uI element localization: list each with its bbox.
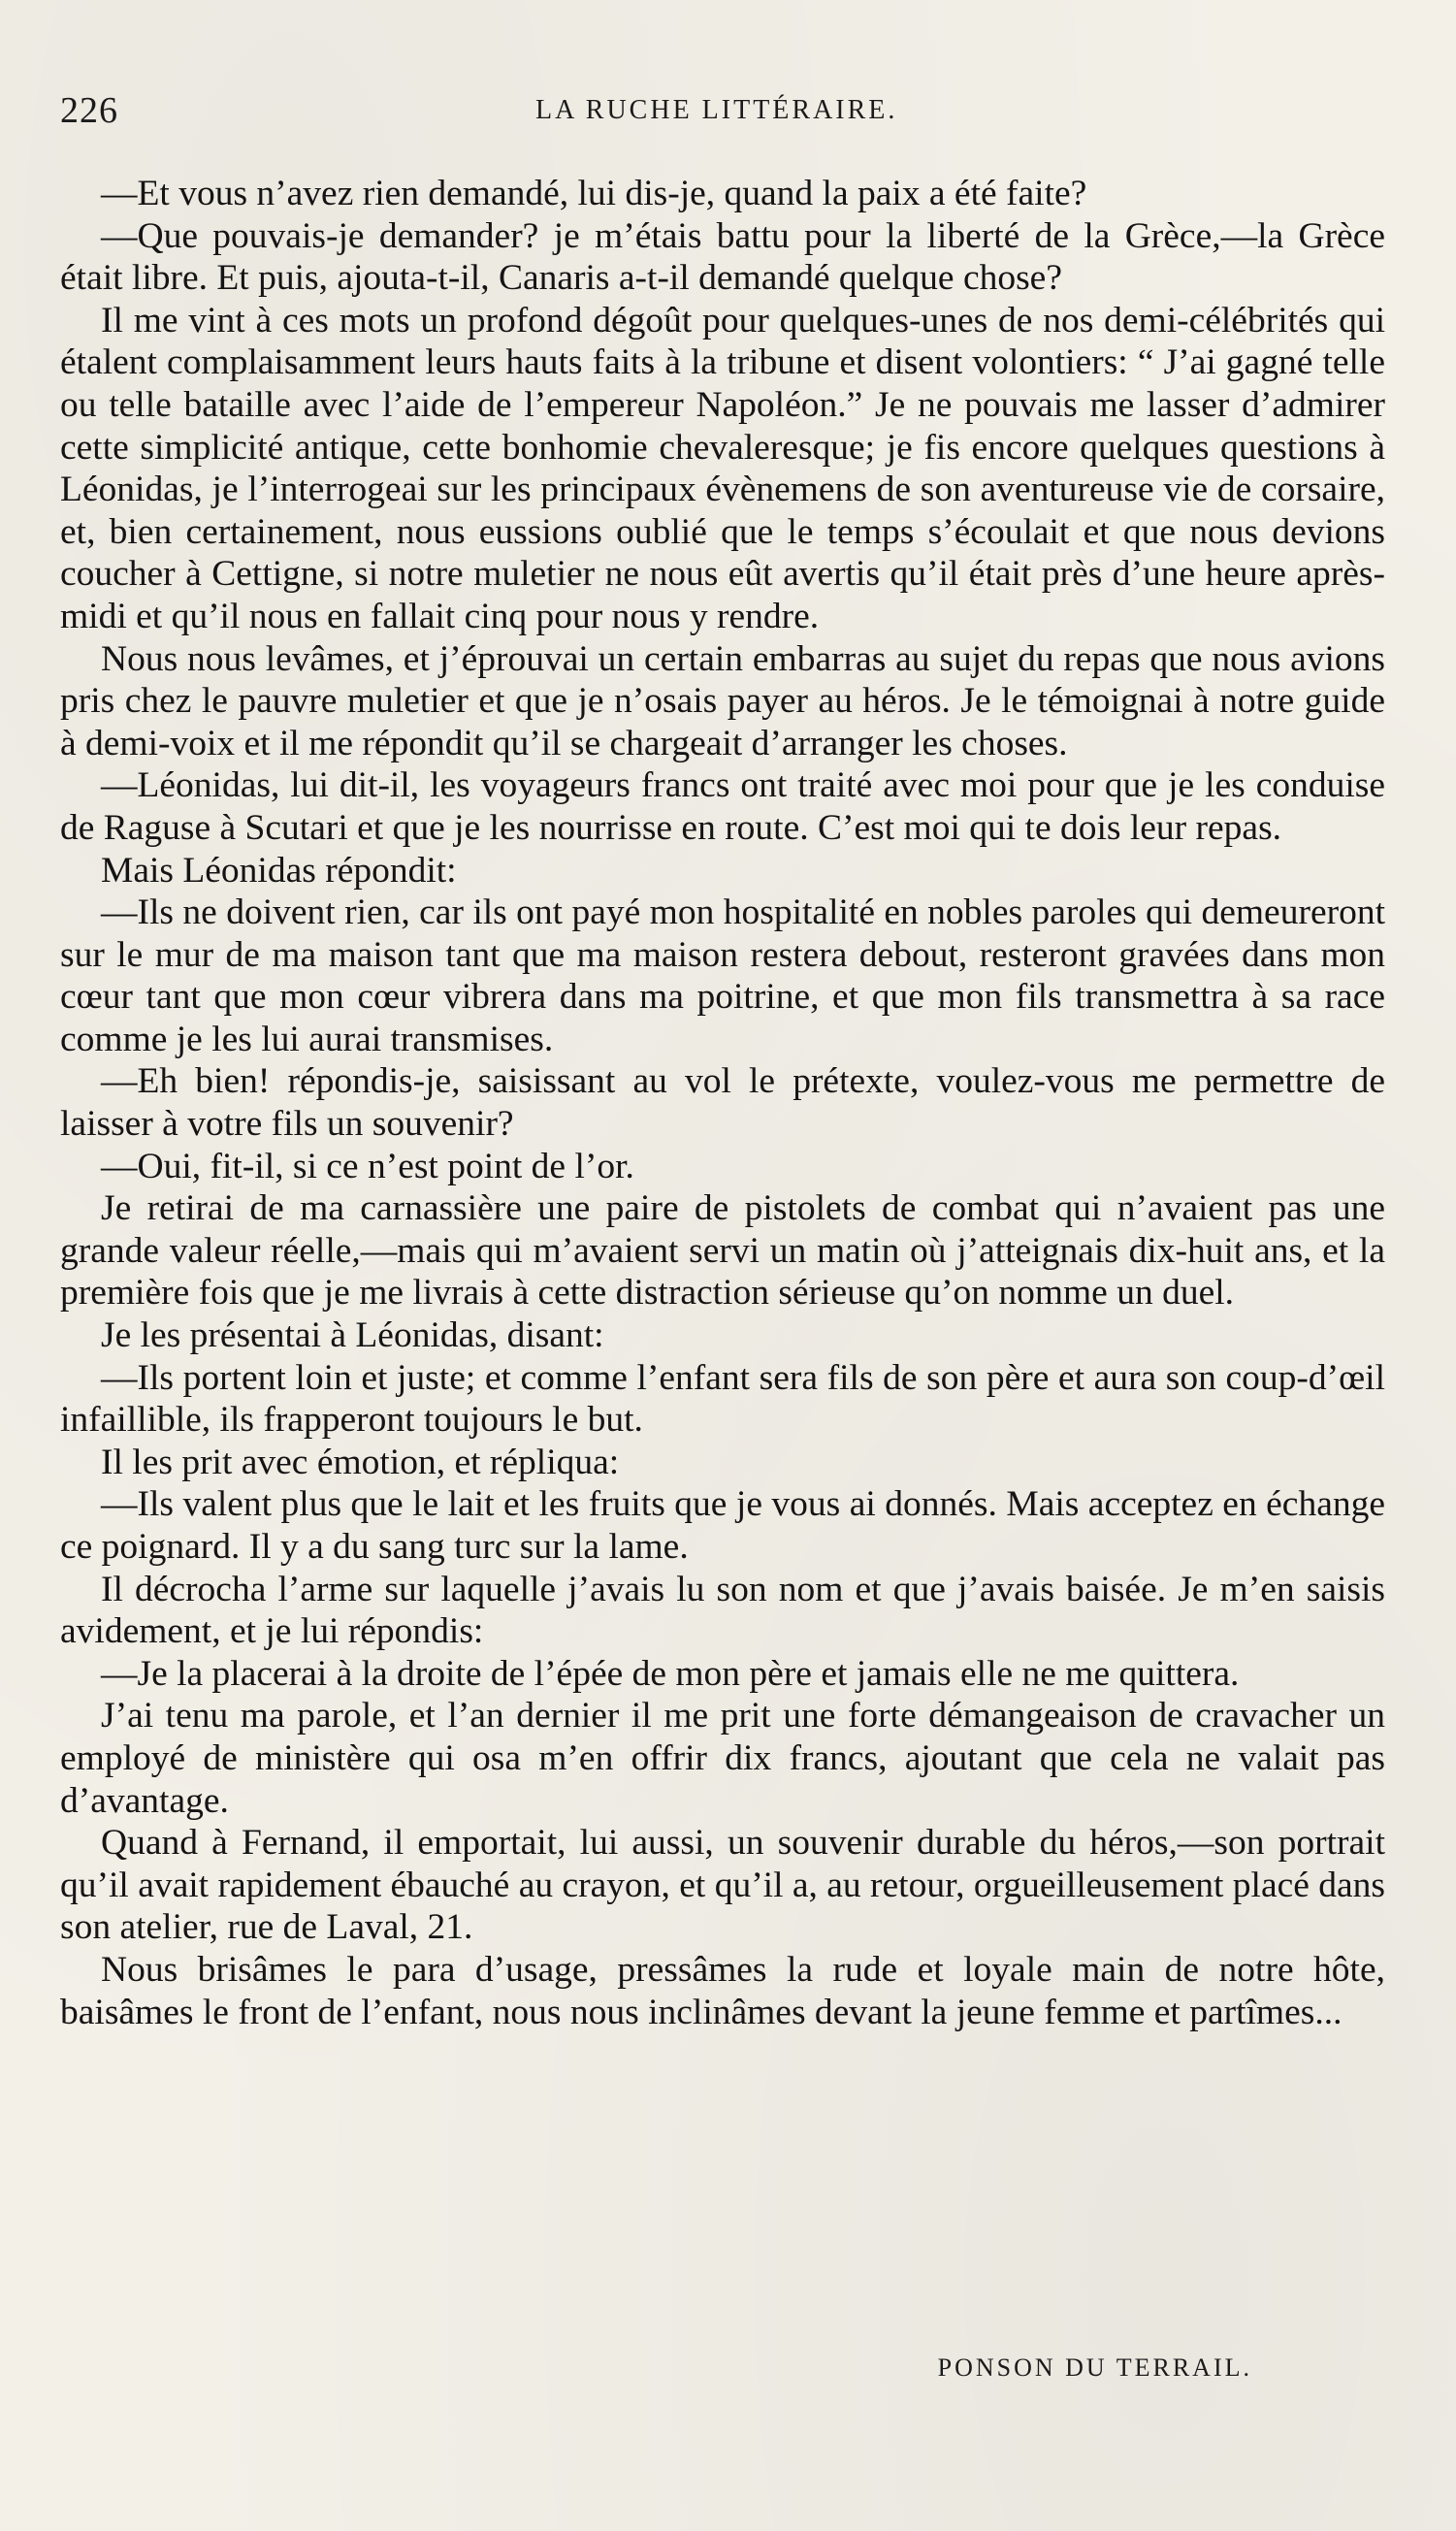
paragraph: Mais Léonidas répondit:: [101, 850, 457, 891]
paragraph: —Ils valent plus que le lait et les fruits que je vous ai donnés. Mais acceptez en échange ce poignard. Il y a du sang turc sur la lame.: [60, 1484, 1385, 1567]
paragraph: —Que pouvais-je demander? je m’étais battu pour la liberté de la Grèce,—la Grèce était libre. Et puis, ajouta-t-il, Canaris a-t-il demandé quelque chose?: [60, 215, 1385, 299]
paragraph: J’ai tenu ma parole, et l’an dernier il me prit une forte démangeaison de cravacher un employé de ministère qui osa m’en offrir dix francs, ajoutant que cela ne valait pas d’avantage.: [60, 1696, 1385, 1821]
paragraph: Il décrocha l’arme sur laquelle j’avais lu son nom et que j’avais baisée. Je m’en saisis avidement, et je lui répondis:: [60, 1569, 1385, 1652]
paragraph: Il me vint à ces mots un profond dégoût pour quelques-unes de nos demi-célébrités qui étalent complaisamment leurs hauts faits à la tribune et disent volontiers: “ J’ai gagné telle ou telle bataille avec l’aide de l’empereur Napoléon.” Je ne pouvais me lasser d’admirer cette simplicité antique, cette bonhomie chevaleresque; je fis encore quelques questions à Léonidas, je l’interrogeai sur les principaux évènemens de son aventureuse vie de corsaire, et, bien certainement, nous eussions oublié que le temps s’écoulait et que nous devions coucher à Cettigne, si notre muletier ne nous eût avertis qu’il était près d’une heure après-midi et qu’il nous en fallait cinq pour nous y rendre.: [60, 300, 1385, 636]
author-signature: PONSON DU TERRAIL.: [937, 2353, 1252, 2382]
paragraph: Je les présentai à Léonidas, disant:: [101, 1315, 604, 1356]
paragraph: —Léonidas, lui dit-il, les voyageurs francs ont traité avec moi pour que je les conduise de Raguse à Scutari et que je les nourrisse en route. C’est moi qui te dois leur repas.: [60, 765, 1385, 848]
paragraph: —Oui, fit-il, si ce n’est point de l’or.: [101, 1146, 634, 1186]
paragraph: —Et vous n’avez rien demandé, lui dis-je, quand la paix a été faite?: [101, 174, 1087, 213]
paragraph: Nous brisâmes le para d’usage, pressâmes la rude et loyale main de notre hôte, baisâmes le front de l’enfant, nous nous inclinâmes devant la jeune femme et partîmes...: [60, 1949, 1385, 2032]
paragraph: —Ils ne doivent rien, car ils ont payé mon hospitalité en nobles paroles qui demeureront sur le mur de ma maison tant que ma maison restera debout, resteront gravées dans mon cœur tant que mon cœur vibrera dans ma poitrine, et que mon fils transmettra à sa race comme je les lui aurai transmises.: [60, 892, 1385, 1059]
page-header: [60, 89, 1399, 138]
paragraph: —Je la placerai à la droite de l’épée de mon père et jamais elle ne me quittera.: [101, 1653, 1240, 1694]
page-number: 226: [60, 90, 118, 131]
paragraph: Nous nous levâmes, et j’éprouvai un certain embarras au sujet du repas que nous avions pris chez le pauvre muletier et que je n’osais payer au héros. Je le témoignai à notre guide à demi-voix et il me répondit qu’il se chargeait d’arranger les choses.: [60, 638, 1385, 763]
running-title: LA RUCHE LITTÉRAIRE.: [535, 95, 898, 125]
paragraph: —Ils portent loin et juste; et comme l’enfant sera fils de son père et aura son coup-d’œil infaillible, ils frapperont toujours le but.: [60, 1357, 1385, 1441]
paragraph: Il les prit avec émotion, et répliqua:: [101, 1442, 620, 1482]
body-text: [60, 173, 1385, 2033]
paragraph: —Eh bien! répondis-je, saisissant au vol le prétexte, voulez-vous me permettre de laisser à votre fils un souvenir?: [60, 1061, 1385, 1145]
paragraph: Je retirai de ma carnassière une paire de pistolets de combat qui n’avaient pas une grande valeur réelle,—mais qui m’avaient servi un matin où j’atteignais dix-huit ans, et la première fois que je me livrais à cette distraction sérieuse qu’on nomme un duel.: [60, 1188, 1385, 1314]
paragraph: Quand à Fernand, il emportait, lui aussi, un souvenir durable du héros,—son portrait qu’il avait rapidement ébauché au crayon, et qu’il a, au retour, orgueilleusement placé dans son atelier, rue de Laval, 21.: [60, 1823, 1386, 1948]
